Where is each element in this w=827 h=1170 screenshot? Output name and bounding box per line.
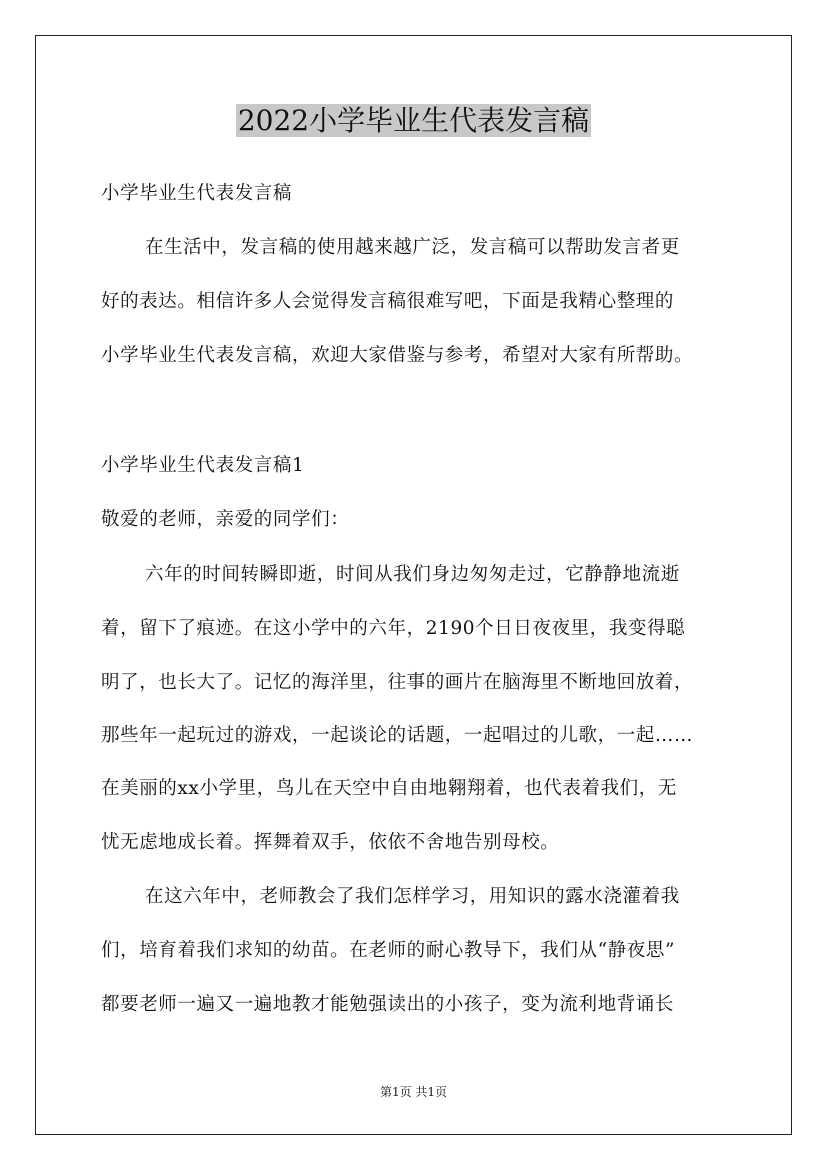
text-line: 都要老师一遍又一遍地教才能勉强读出的小孩子，变为流利地背诵长	[101, 994, 675, 1015]
text-line-salutation: 敬爱的老师，亲爱的同学们：	[101, 509, 350, 530]
text-line: 明了，也长大了。记忆的海洋里，往事的画片在脑海里不断地回放着，	[101, 672, 694, 693]
text-line: 忧无虑地成长着。挥舞着双手，依依不舍地告别母校。	[101, 832, 560, 853]
text-line: 好的表达。相信许多人会觉得发言稿很难写吧，下面是我精心整理的	[101, 291, 675, 312]
text-line-section-heading: 小学毕业生代表发言稿1	[101, 455, 305, 476]
text-line: 着，留下了痕迹。在这小学中的六年，2190个日日夜夜里，我变得聪	[101, 618, 686, 639]
text-line: 那些年一起玩过的游戏，一起谈论的话题，一起唱过的儿歌，一起……	[101, 725, 694, 746]
page-footer: 第1页 共1页	[379, 1085, 448, 1099]
document-title	[0, 99, 827, 143]
text-line: 小学毕业生代表发言稿，欢迎大家借鉴与参考，希望对大家有所帮助。	[101, 345, 694, 366]
text-line: 在这六年中，老师教会了我们怎样学习，用知识的露水浇灌着我	[145, 886, 680, 907]
text-line: 六年的时间转瞬即逝，时间从我们身边匆匆走过，它静静地流逝	[145, 564, 680, 585]
text-line-subtitle: 小学毕业生代表发言稿	[101, 183, 293, 204]
text-line: 们，培育着我们求知的幼苗。在老师的耐心教导下，我们从“静夜思”	[101, 940, 676, 961]
text-line: 在美丽的xx小学里，鸟儿在天空中自由地翱翔着，也代表着我们，无	[101, 778, 677, 799]
document-title-text: 2022小学毕业生代表发言稿	[237, 104, 590, 137]
text-line: 在生活中，发言稿的使用越来越广泛，发言稿可以帮助发言者更	[145, 237, 680, 258]
